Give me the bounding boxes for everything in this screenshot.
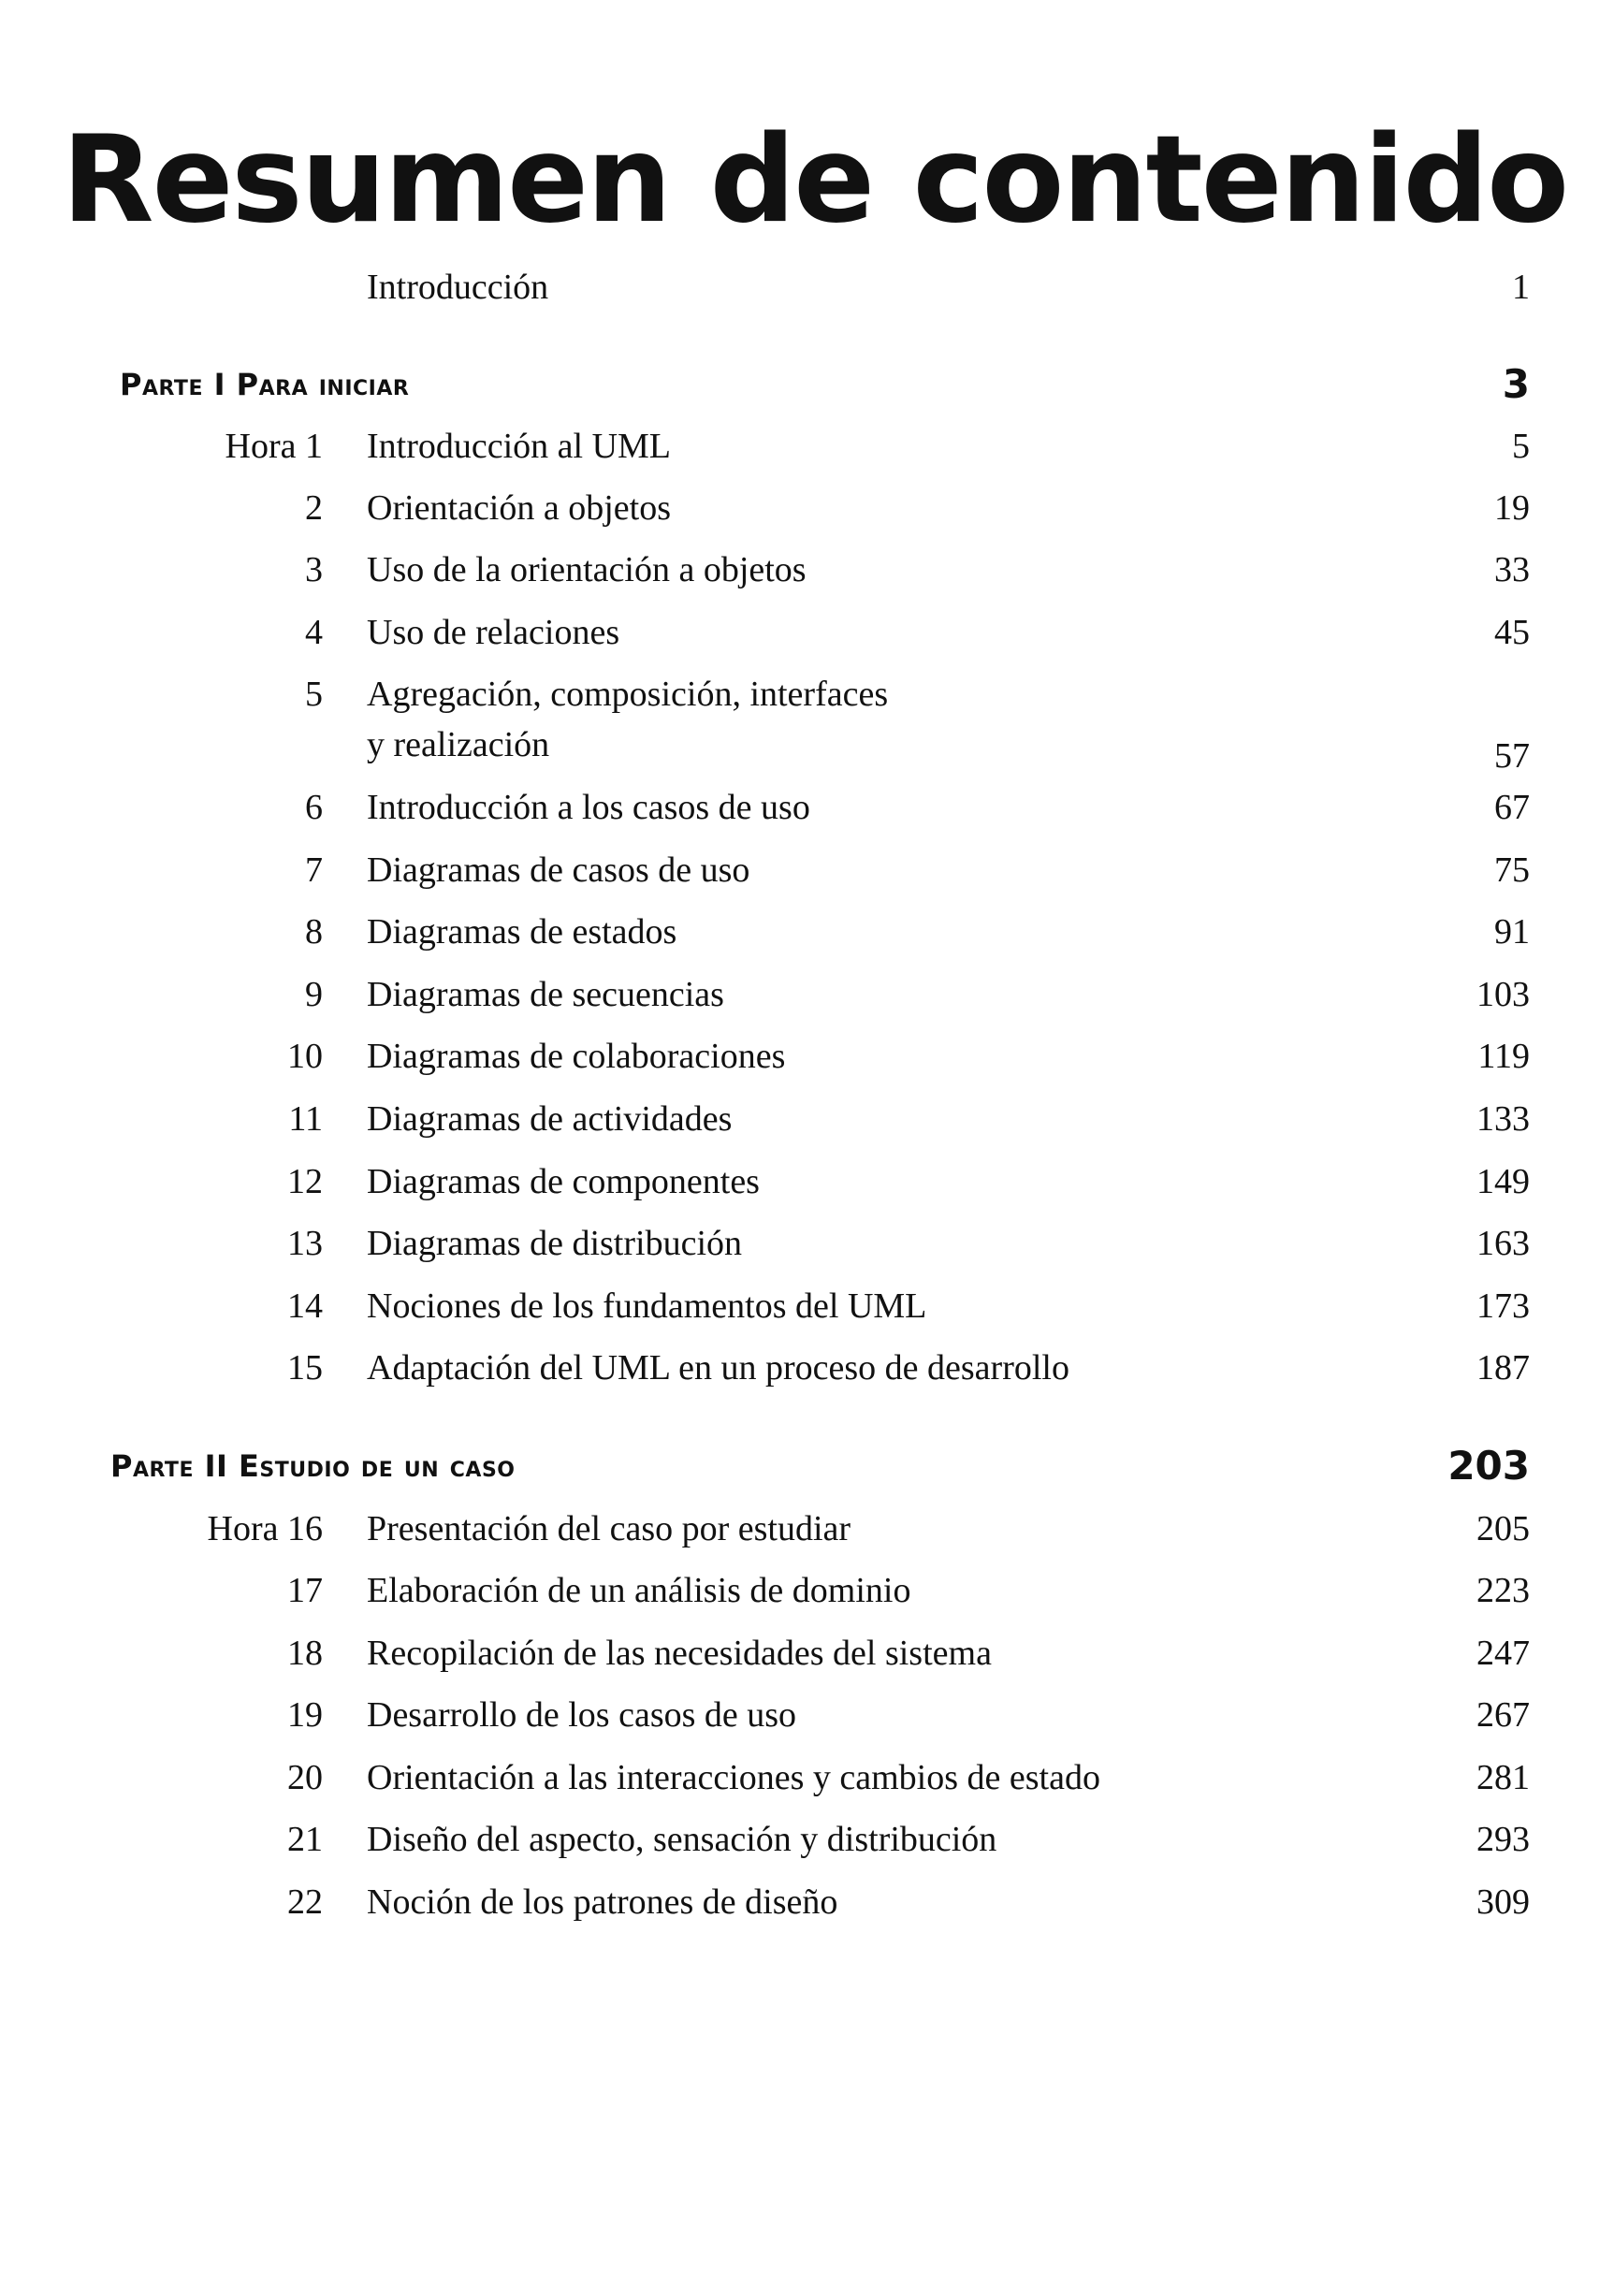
toc-entry-hour: 17 [287, 1571, 323, 1610]
toc-entry-page: 19 [1494, 488, 1530, 528]
toc-entry-title: Desarrollo de los casos de uso [367, 1695, 797, 1735]
toc-entry-hour: 14 [287, 1286, 323, 1326]
toc-entry-title: Uso de relaciones [367, 613, 620, 652]
toc-entry[interactable] [0, 1684, 1614, 1746]
toc-entry-hour: Hora 16 [207, 1509, 323, 1548]
toc-entry-page: 103 [1476, 975, 1530, 1014]
toc-entry[interactable] [0, 663, 1614, 787]
toc-entry-hour: 4 [305, 613, 323, 652]
toc-entry-hour: 13 [287, 1224, 323, 1263]
toc-entry[interactable] [0, 901, 1614, 963]
toc-entry-page: 267 [1476, 1695, 1530, 1735]
toc-entry-page: 133 [1476, 1099, 1530, 1139]
toc-entry-page: 247 [1476, 1634, 1530, 1673]
toc-entry-hour: 11 [288, 1099, 323, 1139]
toc-entry-page: 1 [1512, 268, 1530, 307]
toc-entry-title: Nociones de los fundamentos del UML [367, 1286, 927, 1326]
page-title: Resumen de contenido [62, 110, 1568, 250]
toc-entry-title: Presentación del caso por estudiar [367, 1509, 851, 1548]
toc-entry-hour: 6 [305, 788, 323, 827]
toc-entry-page: 149 [1476, 1162, 1530, 1201]
toc-entry[interactable] [0, 1560, 1614, 1621]
toc-entry-hour: 12 [287, 1162, 323, 1201]
toc-entry[interactable] [0, 777, 1614, 838]
toc-entry-page: 91 [1494, 912, 1530, 952]
toc-entry[interactable] [0, 1088, 1614, 1150]
toc-entry-hour: 5 [305, 675, 323, 714]
toc-entry[interactable] [0, 415, 1614, 477]
toc-entry-page: 45 [1494, 613, 1530, 652]
toc-entry-title: Uso de la orientación a objetos [367, 550, 807, 589]
toc-entry-hour: 3 [305, 550, 323, 589]
toc-entry-title: Introducción a los casos de uso [367, 788, 810, 827]
toc-entry-page: 33 [1494, 550, 1530, 589]
toc-entry-title: Orientación a las interacciones y cambios de estado [367, 1758, 1100, 1797]
toc-entry-title: Orientación a objetos [367, 488, 672, 528]
toc-entry[interactable] [0, 1747, 1614, 1809]
toc-entry-title: Diagramas de colaboraciones [367, 1037, 786, 1076]
toc-entry-hour: 19 [287, 1695, 323, 1735]
toc-entry-title: Diagramas de casos de uso [367, 850, 750, 890]
toc-entry-page: 309 [1476, 1882, 1530, 1922]
toc-entry[interactable] [0, 1622, 1614, 1684]
toc-entry-title: Introducción al UML [367, 427, 672, 466]
toc-entry[interactable] [0, 1809, 1614, 1870]
toc-entry-intro[interactable] [0, 256, 1614, 318]
toc-entry-title: Introducción [367, 268, 549, 307]
toc-entry-title: Diagramas de actividades [367, 1099, 733, 1139]
toc-entry-page: 5 [1512, 427, 1530, 466]
toc-entry-page: 163 [1476, 1224, 1530, 1263]
toc-entry-page: 187 [1476, 1348, 1530, 1388]
toc-entry-title: Elaboración de un análisis de dominio [367, 1571, 911, 1610]
toc-entry-title: Diagramas de componentes [367, 1162, 760, 1201]
part-label: Parte II Estudio de un caso [110, 1448, 516, 1484]
toc-entry-hour: 2 [305, 488, 323, 528]
toc-entry-page: 293 [1476, 1820, 1530, 1859]
toc-entry[interactable] [0, 477, 1614, 539]
part-page: 3 [1502, 361, 1530, 407]
toc-entry[interactable] [0, 602, 1614, 663]
toc-entry-hour: 20 [287, 1758, 323, 1797]
toc-entry-title: Diagramas de estados [367, 912, 677, 952]
toc-entry[interactable] [0, 1337, 1614, 1399]
toc-entry-page: 223 [1476, 1571, 1530, 1610]
toc-entry[interactable] [0, 1498, 1614, 1560]
toc-entry[interactable] [0, 1025, 1614, 1087]
toc-entry-hour: 10 [287, 1037, 323, 1076]
toc-entry[interactable] [0, 1151, 1614, 1213]
toc-entry-title: Adaptación del UML en un proceso de desarrollo [367, 1348, 1069, 1388]
toc-entry-hour: 9 [305, 975, 323, 1014]
toc-entry-hour: 15 [287, 1348, 323, 1388]
toc-entry[interactable] [0, 1871, 1614, 1933]
toc-entry-hour: Hora 1 [225, 427, 323, 466]
toc-entry-title: Diseño del aspecto, sensación y distribución [367, 1820, 997, 1859]
toc-entry-title: Recopilación de las necesidades del sistema [367, 1634, 992, 1673]
toc-entry-page: 119 [1477, 1037, 1530, 1076]
toc-entry-title: Diagramas de secuencias [367, 975, 724, 1014]
toc-entry[interactable] [0, 964, 1614, 1025]
toc-entry[interactable] [0, 1275, 1614, 1337]
part-page: 203 [1447, 1443, 1530, 1489]
toc-entry-page: 67 [1494, 788, 1530, 827]
toc-entry-hour: 21 [287, 1820, 323, 1859]
toc-entry-title-line-1: Agregación, composición, interfaces [367, 675, 889, 714]
toc-entry-page: 281 [1476, 1758, 1530, 1797]
toc-entry-page: 173 [1476, 1286, 1530, 1326]
toc-entry-title: Noción de los patrones de diseño [367, 1882, 838, 1922]
toc-entry-title: Diagramas de distribución [367, 1224, 743, 1263]
part-heading-2[interactable] [0, 1433, 1614, 1499]
toc-entry-hour: 22 [287, 1882, 323, 1922]
part-heading-1[interactable] [0, 352, 1614, 417]
toc-entry-page: 205 [1476, 1509, 1530, 1548]
toc-entry-title [367, 669, 888, 770]
toc-entry-title-line-2: y realización [367, 725, 550, 764]
toc-entry-page: 57 [1494, 736, 1530, 776]
toc-entry-page: 75 [1494, 850, 1530, 890]
toc-entry[interactable] [0, 839, 1614, 901]
toc-entry-hour: 8 [305, 912, 323, 952]
toc-entry[interactable] [0, 539, 1614, 601]
toc-entry-hour: 18 [287, 1634, 323, 1673]
toc-entry[interactable] [0, 1213, 1614, 1274]
toc-entry-hour: 7 [305, 850, 323, 890]
part-label: Parte I Para iniciar [120, 367, 410, 402]
